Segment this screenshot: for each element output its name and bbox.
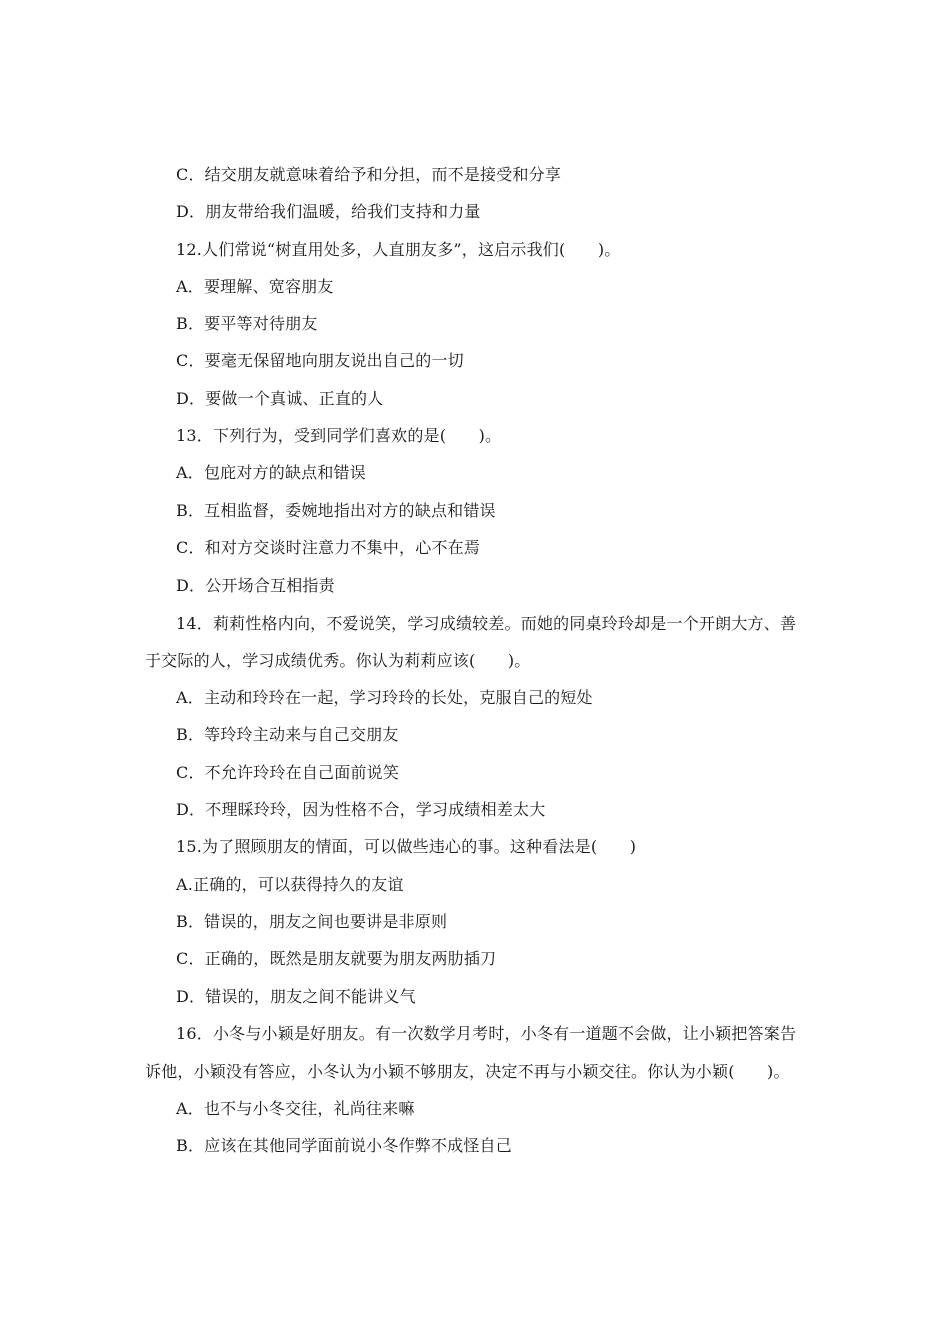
option-c-q15: C．正确的，既然是朋友就要为朋友两肋插刀	[176, 949, 497, 968]
question-16-line-1: 16．小冬与小颖是好朋友。有一次数学月考时，小冬有一道题不会做，让小颖把答案告	[176, 1024, 797, 1043]
option-c-q11: C．结交朋友就意味着给予和分担，而不是接受和分享	[176, 165, 562, 184]
option-d-q15: D．错误的，朋友之间不能讲义气	[176, 987, 416, 1006]
question-14-line-2: 于交际的人，学习成绩优秀。你认为莉莉应该( )。	[145, 651, 531, 670]
option-a-q16: A．也不与小冬交往，礼尚往来嘛	[176, 1099, 415, 1118]
option-b-q15: B．错误的，朋友之间也要讲是非原则	[176, 912, 448, 931]
option-c-q12: C．要毫无保留地向朋友说出自己的一切	[176, 351, 464, 370]
option-c-q13: C．和对方交谈时注意力不集中，心不在焉	[176, 538, 481, 557]
option-b-q14: B．等玲玲主动来与自己交朋友	[176, 725, 399, 744]
option-d-q11: D．朋友带给我们温暖，给我们支持和力量	[176, 202, 481, 221]
option-a-q14: A．主动和玲玲在一起，学习玲玲的长处，克服自己的短处	[176, 688, 593, 707]
question-15: 15.为了照顾朋友的情面，可以做些违心的事。这种看法是( )	[176, 837, 637, 856]
question-13: 13．下列行为，受到同学们喜欢的是( )。	[176, 426, 502, 445]
option-c-q14: C．不允许玲玲在自己面前说笑	[176, 763, 400, 782]
option-d-q14: D．不理睬玲玲，因为性格不合，学习成绩相差太大	[176, 800, 546, 819]
question-16-line-2: 诉他，小颖没有答应，小冬认为小颖不够朋友，决定不再与小颖交往。你认为小颖( )。	[145, 1062, 790, 1081]
option-b-q12: B．要平等对待朋友	[176, 314, 318, 333]
option-a-q13: A．包庇对方的缺点和错误	[176, 463, 366, 482]
option-d-q13: D．公开场合互相指责	[176, 576, 335, 595]
option-b-q16: B．应该在其他同学面前说小冬作弊不成怪自己	[176, 1136, 512, 1155]
option-b-q13: B．互相监督，委婉地指出对方的缺点和错误	[176, 501, 496, 520]
option-d-q12: D．要做一个真诚、正直的人	[176, 389, 384, 408]
question-12: 12.人们常说“树直用处多，人直朋友多”，这启示我们( )。	[176, 240, 621, 259]
option-a-q15: A.正确的，可以获得持久的友谊	[176, 875, 404, 894]
question-14-line-1: 14．莉莉性格内向，不爱说笑，学习成绩较差。而她的同桌玲玲却是一个开朗大方、善	[176, 614, 797, 633]
option-a-q12: A．要理解、宽容朋友	[176, 277, 334, 296]
